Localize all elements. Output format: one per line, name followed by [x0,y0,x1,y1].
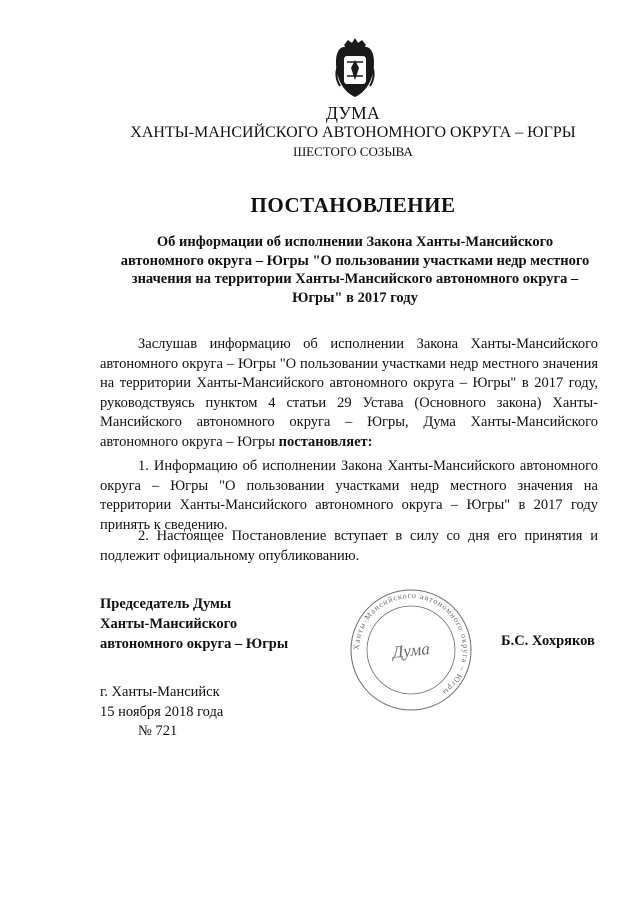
intro-paragraph [100,335,598,452]
convocation: ШЕСТОГО СОЗЫВА [293,144,413,159]
signatory-name: Б.С. Хохряков [501,633,595,649]
decree-item-1-text: 1. Информацию об исполнении Закона Ханты-Мансийского автономного округа – Югры "О пользовании участками недр местного значения на территории Ханты-Мансийского автономного округа – Югры" в 2017 году принять к сведению. [100,458,598,533]
signatory-title-line: Ханты-Мансийского [100,616,238,632]
place-and-date [100,683,300,742]
stamp-center-text: Дума [391,639,431,662]
document-type: ПОСТАНОВЛЕНИЕ [250,193,456,217]
district-name: ХАНТЫ-МАНСИЙСКОГО АВТОНОМНОГО ОКРУГА – ЮГРЫ [130,124,576,141]
coat-of-arms-emblem [330,36,380,100]
intro-text: Заслушав информацию об исполнении Закона Ханты-Мансийского автономного округа – Югры "О пользовании участками недр местного значения на территории Ханты-Мансийского автономного округа – Югры" в 2017 году, руководствуясь пунктом 4 статьи 29 Устава (Основного закона) Ханты-Мансийского автономного округа – Югры, Дума Ханты-Мансийского автономного округа – Югры [100,336,598,450]
decree-word: постановляет: [278,433,373,450]
signatory-title-line: автономного округа – Югры [100,636,289,652]
decree-item-1 [100,457,598,535]
signatory-title-line: Председатель Думы [100,596,232,612]
decree-item-2-text: 2. Настоящее Постановление вступает в силу со дня его принятия и подлежит официальному опубликованию. [100,528,598,564]
stamp-ring-text: Ханты-Мансийского автономного округа – Югры [351,590,471,698]
decree-item-2 [100,527,598,566]
city: г. Ханты-Мансийск [100,684,220,700]
duma-title: ДУМА [326,103,380,123]
document-number: № 721 [138,723,178,739]
document-subject: Об информации об исполнении Закона Ханты-Мансийского автономного округа – Югры "О пользовании участками недр местного значения на территории Ханты-Мансийского автономного округа – Югры" в 2017 году [120,234,590,306]
date: 15 ноября 2018 года [100,703,224,720]
signatory-title [100,594,330,654]
official-stamp [340,586,482,714]
